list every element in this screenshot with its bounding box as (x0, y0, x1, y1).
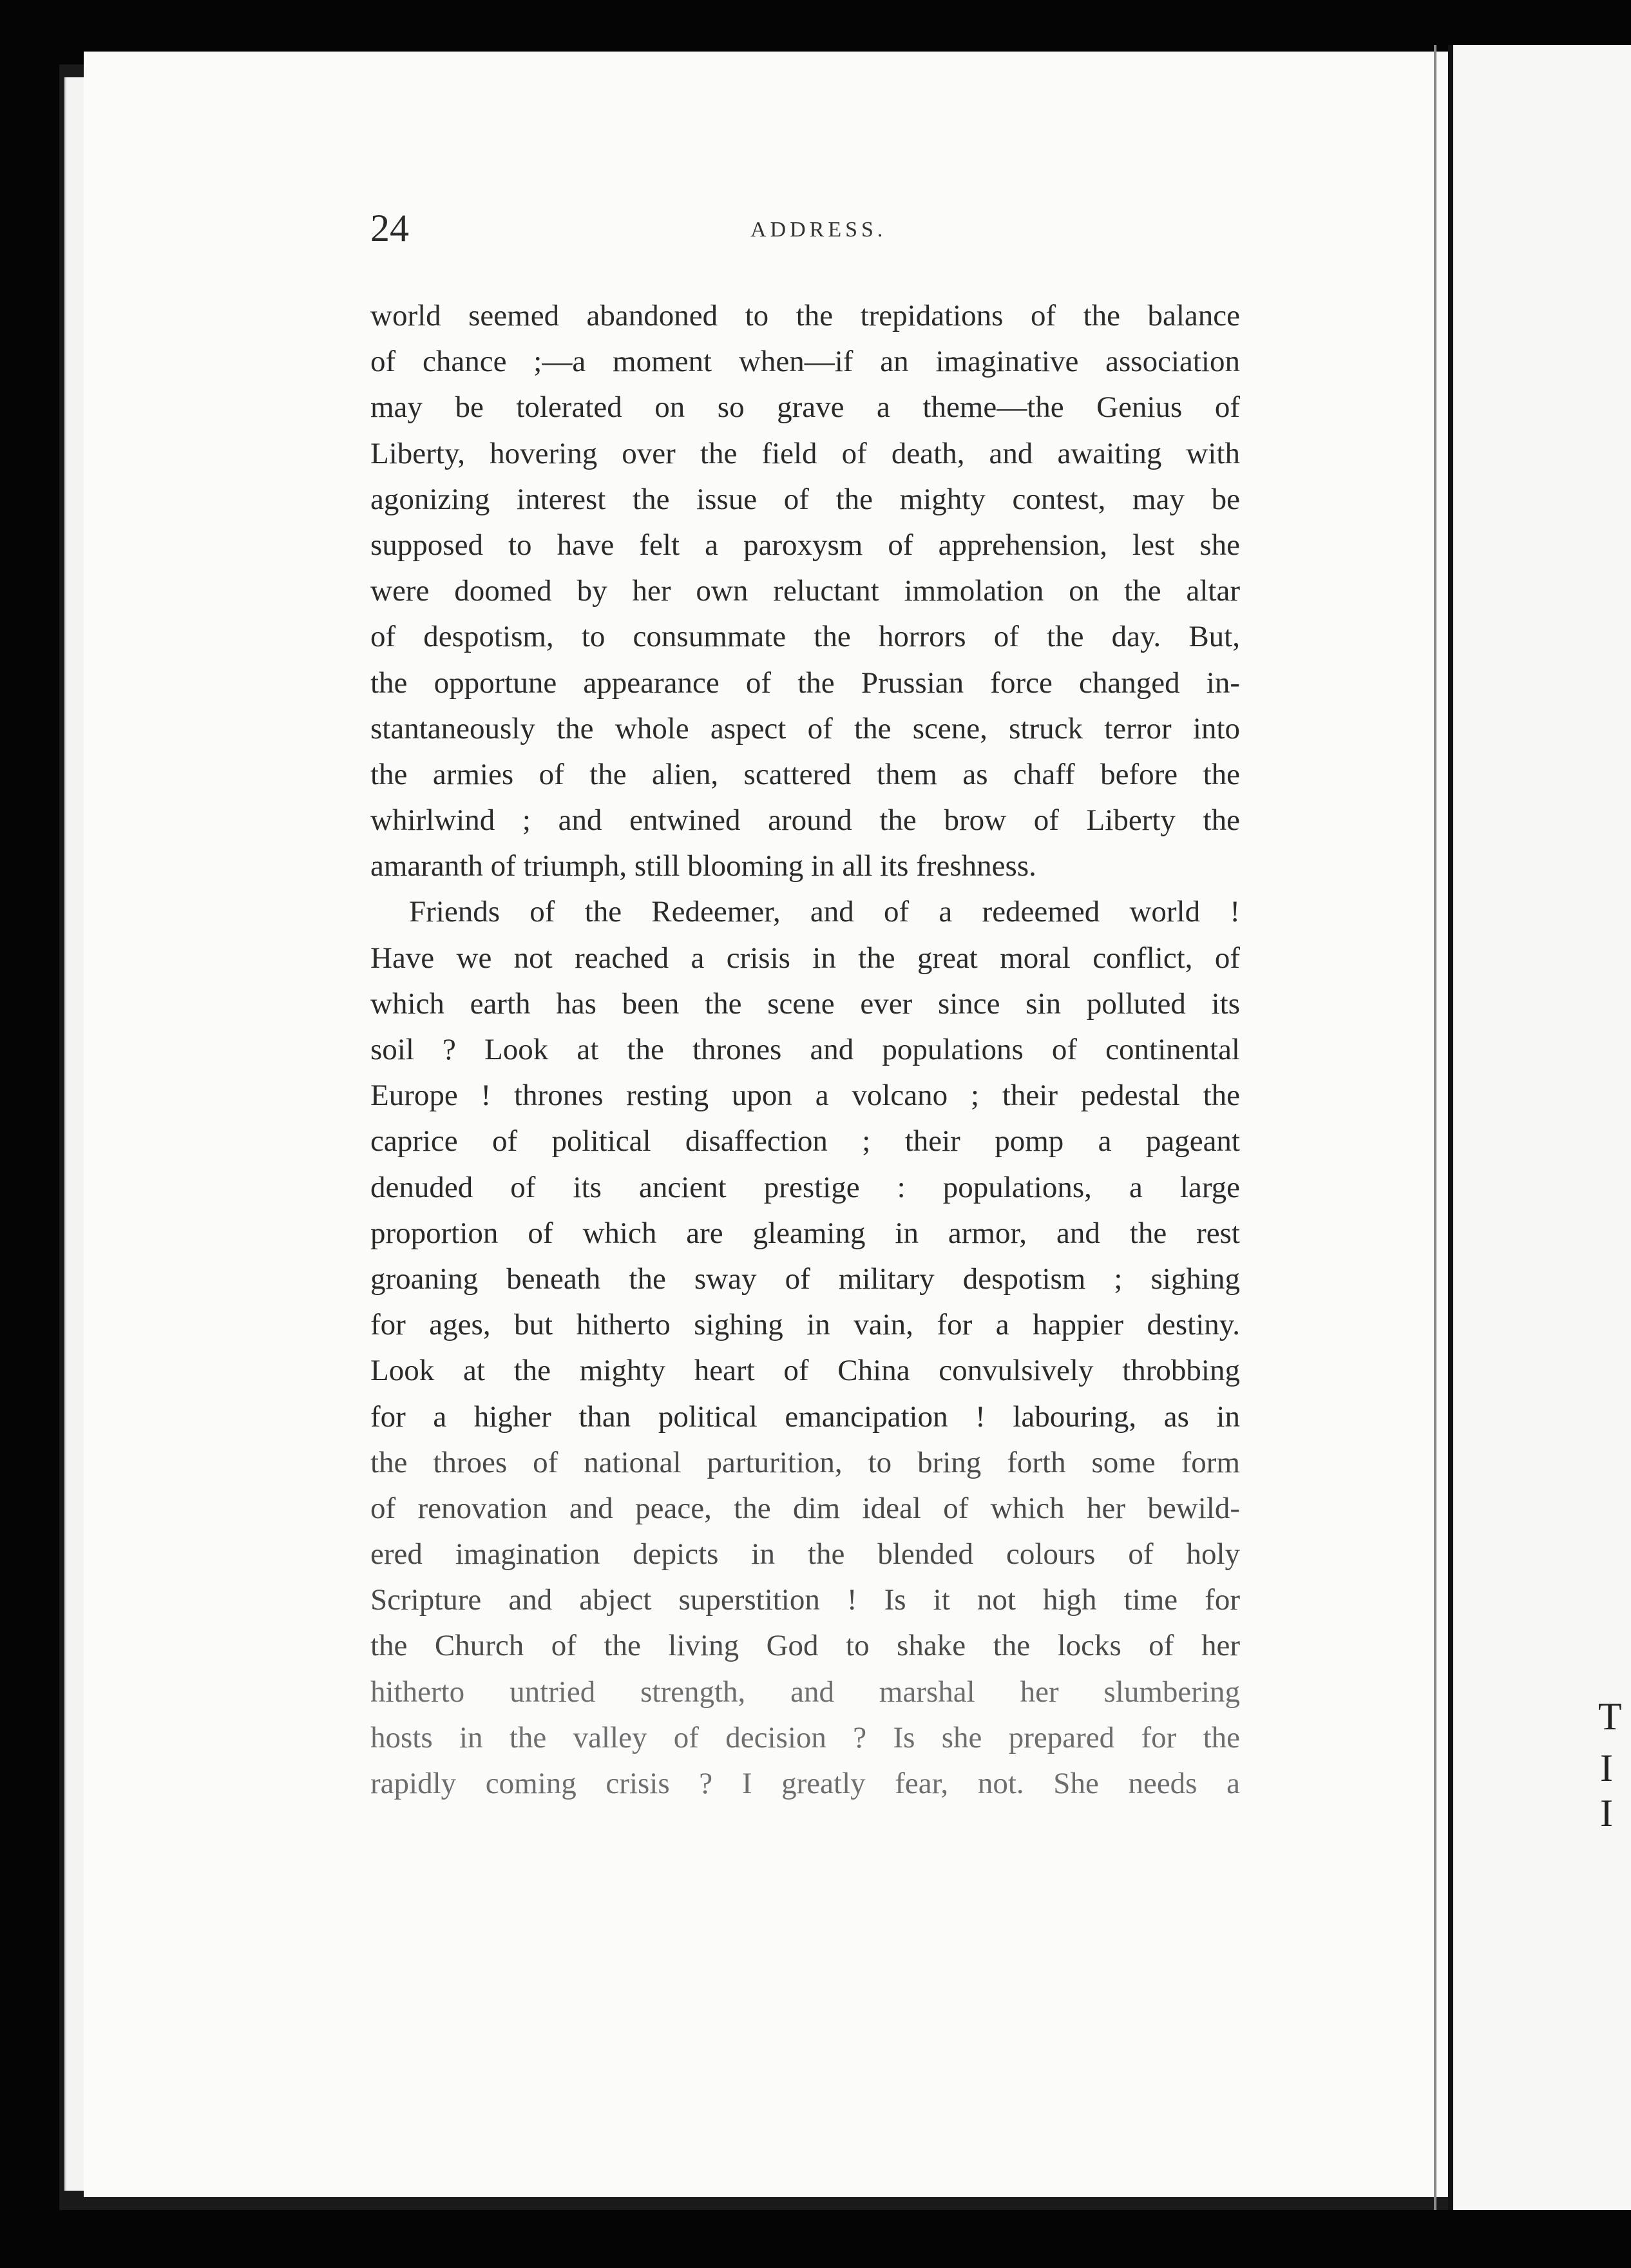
text-line: Look at the mighty heart of China convulsively throbbing (370, 1354, 1240, 1388)
text-line: caprice of political disaffection ; their pomp a pageant (370, 1124, 1240, 1158)
text-line: amaranth of triumph, still blooming in all its freshness. (370, 849, 1036, 883)
margin-mark: I (1600, 1747, 1613, 1789)
text-line: of despotism, to consummate the horrors of the day. But, (370, 620, 1240, 654)
text-line: stantaneously the whole aspect of the scene, struck terror into (370, 711, 1240, 745)
text-line: supposed to have felt a paroxysm of apprehension, lest she (370, 528, 1240, 562)
body-text (370, 293, 1240, 1807)
text-line: for ages, but hitherto sighing in vain, for a happier destiny. (370, 1308, 1240, 1342)
text-line: whirlwind ; and entwined around the brow of Liberty the (370, 803, 1240, 838)
text-line: agonizing interest the issue of the mighty contest, may be (370, 482, 1240, 516)
text-line: hitherto untried strength, and marshal her slumbering (370, 1675, 1240, 1709)
text-line: the throes of national parturition, to bring forth some form (370, 1445, 1240, 1479)
text-line: may be tolerated on so grave a theme—the Genius of (370, 390, 1240, 425)
text-line: Friends of the Redeemer, and of a redeemed world ! (409, 895, 1240, 929)
text-line: soil ? Look at the thrones and populations of continental (370, 1033, 1240, 1066)
text-line: for a higher than political emancipation ! labouring, as in (370, 1399, 1240, 1434)
margin-mark: T (1598, 1695, 1622, 1738)
margin-mark: I (1600, 1792, 1613, 1834)
text-line: Have we not reached a crisis in the great moral conflict, of (370, 941, 1240, 975)
text-line: ered imagination depicts in the blended colours of holy (370, 1537, 1240, 1571)
facing-page-edge (1448, 45, 1631, 2210)
text-line: groaning beneath the sway of military despotism ; sighing (370, 1262, 1240, 1296)
text-line: rapidly coming crisis ? I greatly fear, not. She needs a (370, 1767, 1240, 1800)
text-line: the armies of the alien, scattered them as chaff before the (370, 757, 1240, 791)
text-line: Scripture and abject superstition ! Is it not high time for (370, 1583, 1240, 1617)
running-head: ADDRESS. (750, 218, 887, 242)
text-line: proportion of which are gleaming in armor, and the rest (370, 1216, 1240, 1250)
text-line: world seemed abandoned to the trepidations of the balance (370, 299, 1240, 332)
text-line: of renovation and peace, the dim ideal of which her bewild- (370, 1491, 1240, 1525)
page-number: 24 (370, 207, 409, 249)
text-line: denuded of its ancient prestige : populations, a large (370, 1170, 1240, 1204)
text-line: hosts in the valley of decision ? Is she prepared for the (370, 1720, 1240, 1754)
page-gutter-line (1434, 45, 1436, 2210)
text-line: of chance ;—a moment when—if an imaginative association (370, 345, 1240, 379)
page-header (370, 206, 1240, 264)
text-line: the Church of the living God to shake the locks of her (370, 1629, 1240, 1663)
text-line: Liberty, hovering over the field of death, and awaiting with (370, 436, 1240, 470)
text-line: were doomed by her own reluctant immolation on the altar (370, 574, 1240, 608)
text-line: Europe ! thrones resting upon a volcano ; their pedestal the (370, 1079, 1240, 1113)
text-line: which earth has been the scene ever since sin polluted its (370, 986, 1240, 1021)
text-line: the opportune appearance of the Prussian force changed in- (370, 666, 1240, 700)
